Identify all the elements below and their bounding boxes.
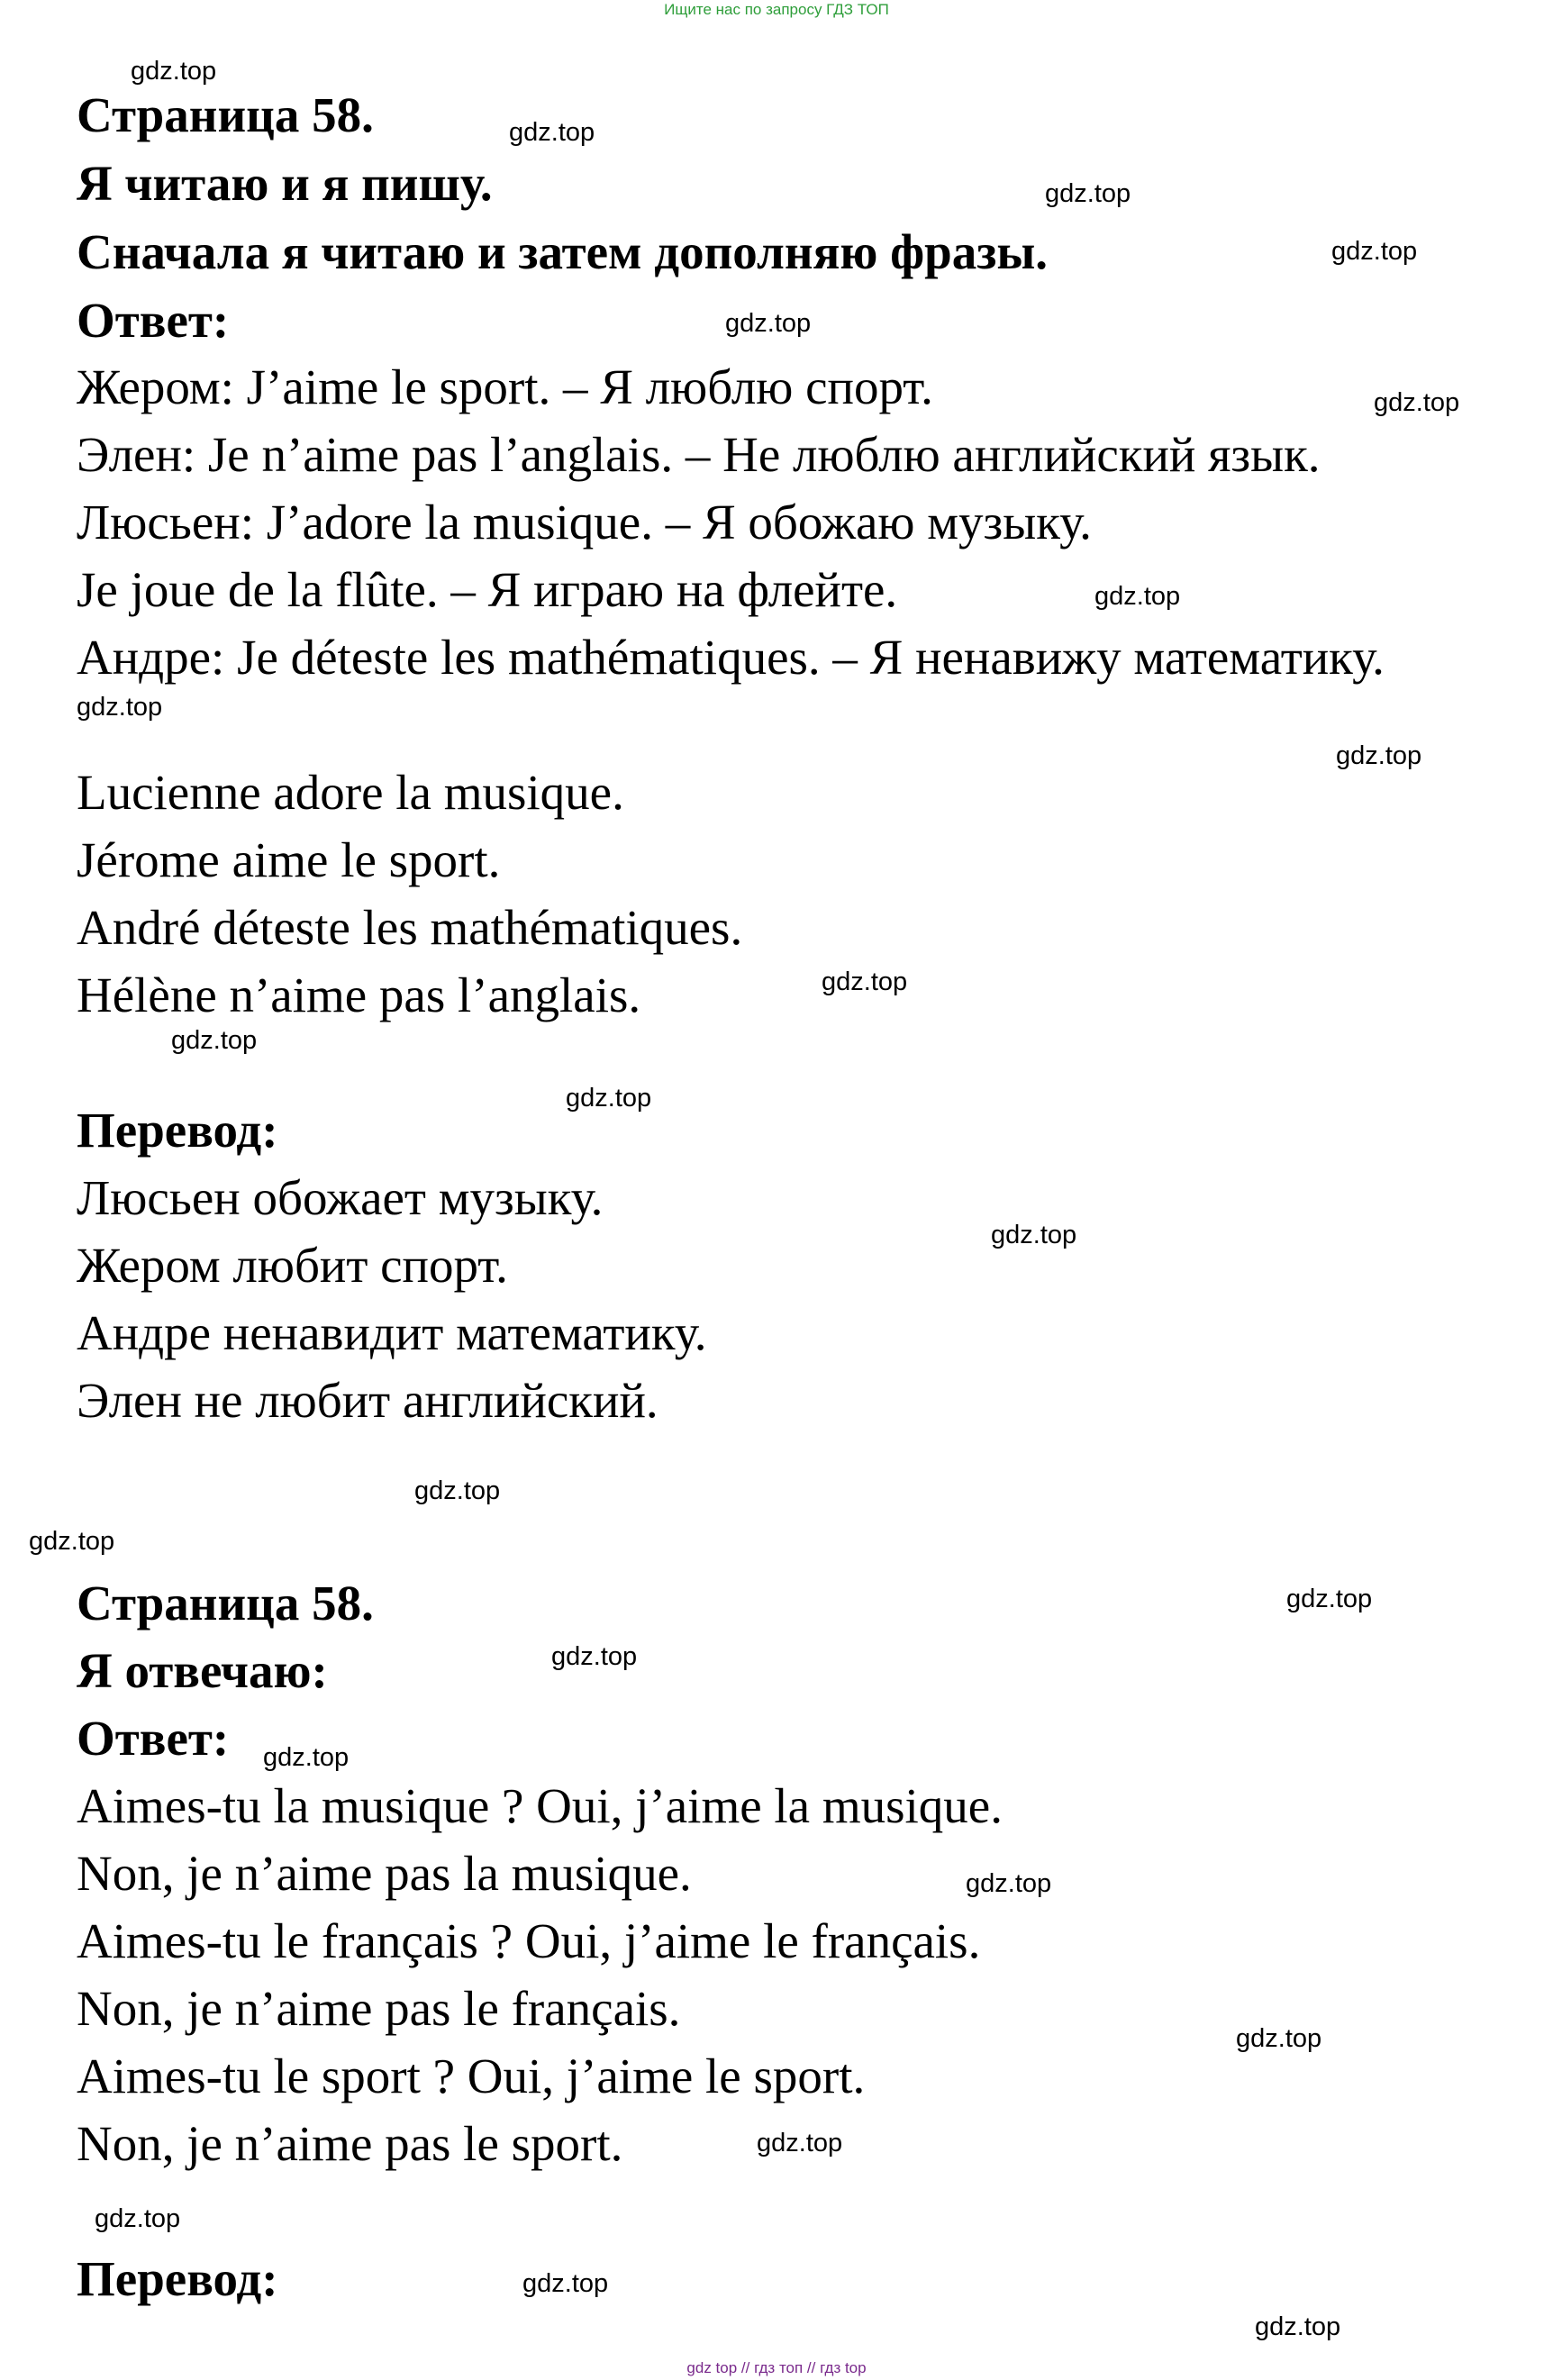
footer-note: gdz top // гдз топ // гдз top <box>686 2359 867 2376</box>
section1-translation-line: Жером любит спорт. <box>77 1238 508 1293</box>
watermark-text: gdz.top <box>171 1026 258 1055</box>
section1-french-line: André déteste les mathématiques. <box>77 900 743 955</box>
watermark-text: gdz.top <box>522 2269 609 2298</box>
watermark-text: gdz.top <box>29 1527 115 1556</box>
section2-answer-line: Non, je n’aime pas le français. <box>77 1981 681 2036</box>
watermark-text: gdz.top <box>725 309 812 338</box>
section1-french-line: Hélène n’aime pas l’anglais. <box>77 967 641 1022</box>
watermark-text: gdz.top <box>1286 1585 1373 1613</box>
section2-answer-line: Aimes-tu la musique ? Oui, j’aime la musique. <box>77 1778 1003 1833</box>
section2-answer-line: Aimes-tu le sport ? Oui, j’aime le sport. <box>77 2048 866 2103</box>
watermark-text: gdz.top <box>757 2129 843 2157</box>
section2-answer-line: Non, je n’aime pas le sport. <box>77 2116 623 2171</box>
section1-answer-line: Жером: J’aime le sport. – Я люблю спорт. <box>77 359 933 414</box>
section1-translation-line: Андре ненавидит математику. <box>77 1305 707 1360</box>
section1-task: Сначала я читаю и затем дополняю фразы. <box>77 224 1049 279</box>
section1-french-line: Lucienne adore la musique. <box>77 765 624 820</box>
watermark-text: gdz.top <box>1331 237 1418 266</box>
section2-answer-line: Non, je n’aime pas la musique. <box>77 1846 692 1901</box>
watermark-text: gdz.top <box>1255 2312 1341 2341</box>
section1-translation-line: Люсьен обожает музыку. <box>77 1170 604 1225</box>
watermark-text: gdz.top <box>509 118 595 147</box>
watermark-text: gdz.top <box>966 1869 1052 1898</box>
watermark-text: gdz.top <box>95 2204 181 2233</box>
section2-answer-line: Aimes-tu le français ? Oui, j’aime le français. <box>77 1913 981 1968</box>
watermark-text: gdz.top <box>822 967 908 996</box>
section1-french-line: Jérome aime le sport. <box>77 832 501 887</box>
section1-translation-label: Перевод: <box>77 1103 278 1158</box>
watermark-text: gdz.top <box>1045 179 1131 208</box>
watermark-text: gdz.top <box>566 1084 652 1113</box>
section1-subtitle: Я читаю и я пишу. <box>77 156 493 211</box>
section1-answer-line: Люсьен: J’adore la musique. – Я обожаю музыку. <box>77 495 1092 550</box>
section2-title: Страница 58. <box>77 1576 374 1631</box>
watermark-text: gdz.top <box>1336 741 1422 770</box>
top-search-note: Ищите нас по запросу ГДЗ ТОП <box>664 1 889 18</box>
watermark-text: gdz.top <box>551 1642 638 1671</box>
section1-translation-line: Элен не любит английский. <box>77 1373 658 1428</box>
section2-subtitle: Я отвечаю: <box>77 1643 328 1698</box>
watermark-text: gdz.top <box>1236 2024 1322 2053</box>
watermark-text: gdz.top <box>1094 582 1181 611</box>
section1-answer-line: Андре: Je déteste les mathématiques. – Я ненавижу математику. <box>77 630 1385 685</box>
section1-answer-line: Элен: Je n’aime pas l’anglais. – Не люблю английский язык. <box>77 427 1321 482</box>
watermark-text: gdz.top <box>1374 388 1460 417</box>
watermark-text: gdz.top <box>77 693 163 722</box>
section2-translation-label: Перевод: <box>77 2251 278 2306</box>
watermark-text: gdz.top <box>414 1476 501 1505</box>
watermark-text: gdz.top <box>131 57 217 86</box>
section1-answer-line: Je joue de la flûte. – Я играю на флейте. <box>77 562 898 617</box>
section2-answer-label: Ответ: <box>77 1711 230 1766</box>
section1-answer-label: Ответ: <box>77 293 230 348</box>
watermark-text: gdz.top <box>991 1221 1077 1249</box>
section1-title: Страница 58. <box>77 87 374 142</box>
watermark-text: gdz.top <box>263 1743 350 1772</box>
